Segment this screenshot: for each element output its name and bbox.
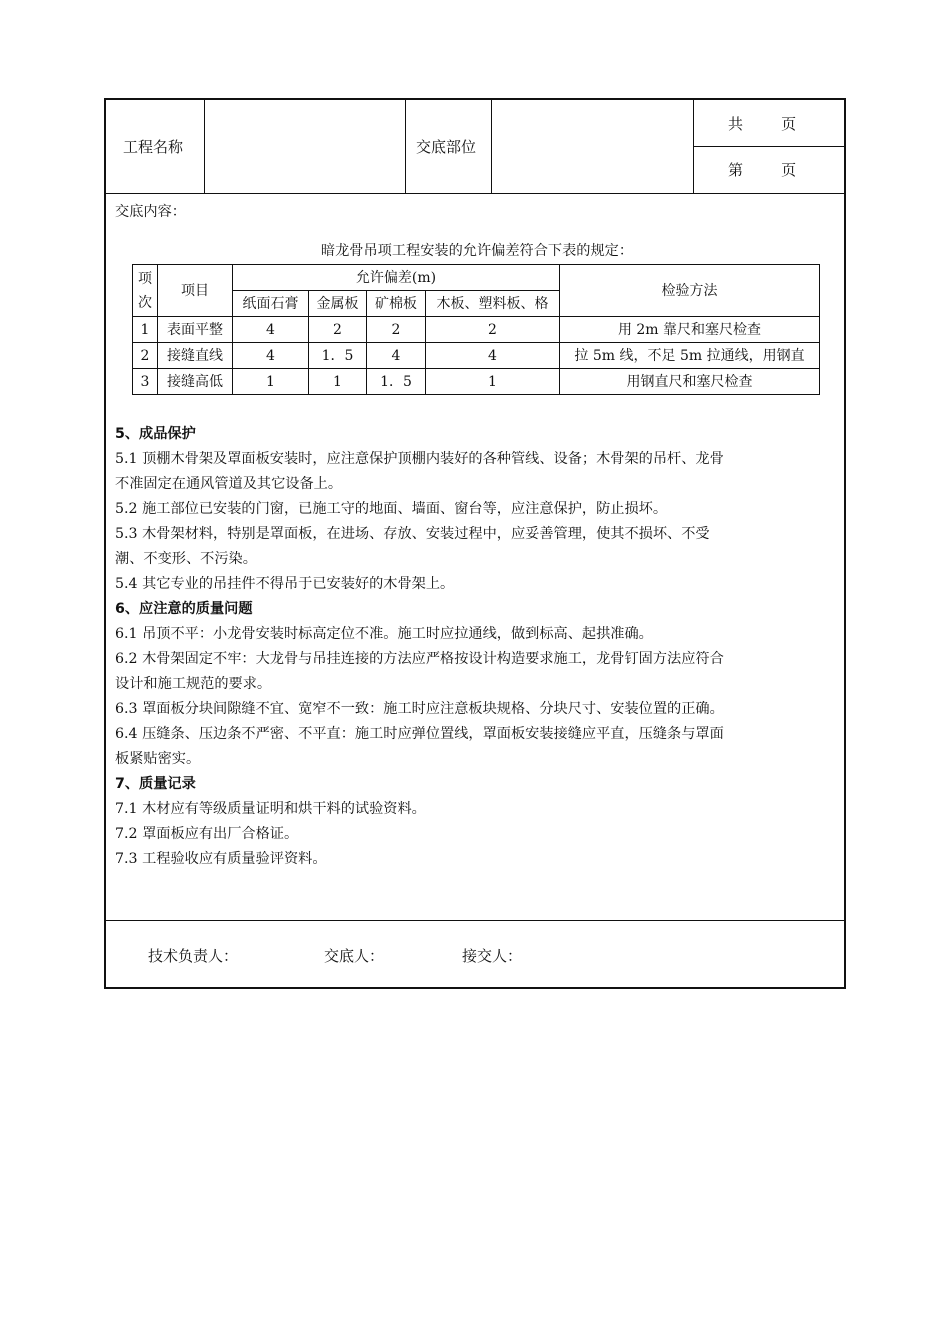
table-row xyxy=(133,317,820,343)
tolerance-table xyxy=(132,264,820,395)
paragraph: 5.3 木骨架材料，特别是罩面板，在进场、存放、安装过程中，应妥善管理，使其不损坏、不受 xyxy=(115,526,710,542)
table-row xyxy=(133,343,820,369)
paragraph: 7.3 工程验收应有质量验评资料。 xyxy=(115,851,327,867)
divider xyxy=(405,100,406,193)
section-5-title: 5、成品保护 xyxy=(115,426,196,442)
row-value: 4 xyxy=(233,317,309,343)
table-header-row xyxy=(133,265,820,291)
row-seq: 3 xyxy=(133,369,158,395)
row-value: 4 xyxy=(233,343,309,369)
project-name-label: 工程名称 xyxy=(123,138,184,156)
row-item: 接缝直线 xyxy=(158,343,233,369)
disclosure-form xyxy=(104,98,846,989)
row-value: 2 xyxy=(426,317,560,343)
divider xyxy=(693,146,844,147)
table-caption: 暗龙骨吊项工程安装的允许偏差符合下表的规定： xyxy=(320,243,634,259)
col-item-header: 项目 xyxy=(158,265,233,317)
location-label: 交底部位 xyxy=(416,138,477,156)
row-value: 2 xyxy=(367,317,426,343)
paragraph: 不准固定在通风管道及其它设备上。 xyxy=(115,476,343,492)
paragraph: 6.1 吊顶不平：小龙骨安装时标高定位不准。施工时应拉通线，做到标高、起拱准确。 xyxy=(115,626,653,642)
section-7-title: 7、质量记录 xyxy=(115,776,196,792)
paragraph: 潮、不变形、不污染。 xyxy=(115,551,257,567)
content-label: 交底内容： xyxy=(115,204,186,220)
subheader-wood-plastic: 木板、塑料板、格 xyxy=(426,291,560,317)
row-value: 4 xyxy=(426,343,560,369)
divider xyxy=(491,100,492,193)
subheader-mineral-wool: 矿棉板 xyxy=(367,291,426,317)
row-value: 1．5 xyxy=(367,369,426,395)
row-value: 2 xyxy=(309,317,367,343)
row-method: 用 2m 靠尺和塞尺检查 xyxy=(560,317,820,343)
row-seq: 2 xyxy=(133,343,158,369)
row-seq: 1 xyxy=(133,317,158,343)
row-value: 1 xyxy=(309,369,367,395)
subheader-metal: 金属板 xyxy=(309,291,367,317)
row-method: 拉 5m 线，不足 5m 拉通线，用钢直 xyxy=(560,343,820,369)
col-tolerance-header: 允许偏差(m) xyxy=(233,265,560,291)
col-method-header: 检验方法 xyxy=(560,265,820,317)
row-value: 1 xyxy=(233,369,309,395)
row-item: 接缝高低 xyxy=(158,369,233,395)
divider xyxy=(106,920,844,921)
row-method: 用钢直尺和塞尺检查 xyxy=(560,369,820,395)
receiver-signature: 接交人： xyxy=(462,947,523,965)
section-6-title: 6、应注意的质量问题 xyxy=(115,601,253,617)
col-seq-label: 项次 xyxy=(138,270,152,311)
divider xyxy=(204,100,205,193)
total-pages-label: 共 页 xyxy=(728,115,797,133)
paragraph: 6.3 罩面板分块间隙缝不宜、宽窄不一致：施工时应注意板块规格、分块尺寸、安装位置的正确。 xyxy=(115,701,724,717)
paragraph: 7.2 罩面板应有出厂合格证。 xyxy=(115,826,299,842)
paragraph: 5.2 施工部位已安装的门窗，已施工守的地面、墙面、窗台等，应注意保护，防止损坏。 xyxy=(115,501,668,517)
paragraph: 6.2 木骨架固定不牢：大龙骨与吊挂连接的方法应严格按设计构造要求施工，龙骨钉固方法应符合 xyxy=(115,651,724,667)
tech-lead-signature: 技术负责人： xyxy=(148,947,239,965)
row-value: 4 xyxy=(367,343,426,369)
paragraph: 6.4 压缝条、压边条不严密、不平直：施工时应弹位置线，罩面板安装接缝应平直，压缝条与罩面 xyxy=(115,726,724,742)
paragraph: 设计和施工规范的要求。 xyxy=(115,676,272,692)
table-row xyxy=(133,369,820,395)
paragraph: 5.1 顶棚木骨架及罩面板安装时，应注意保护顶棚内装好的各种管线、设备；木骨架的吊杆、龙骨 xyxy=(115,451,724,467)
row-value: 1 xyxy=(426,369,560,395)
paragraph: 板紧贴密实。 xyxy=(115,751,201,767)
subheader-gypsum: 纸面石膏 xyxy=(233,291,309,317)
page-number-label: 第 页 xyxy=(728,161,797,179)
col-seq-header xyxy=(133,265,158,317)
paragraph: 7.1 木材应有等级质量证明和烘干料的试验资料。 xyxy=(115,801,426,817)
presenter-signature: 交底人： xyxy=(324,947,385,965)
paragraph: 5.4 其它专业的吊挂件不得吊于已安装好的木骨架上。 xyxy=(115,576,455,592)
row-item: 表面平整 xyxy=(158,317,233,343)
disclosure-content xyxy=(115,200,839,872)
form-header xyxy=(106,100,844,194)
row-value: 1．5 xyxy=(309,343,367,369)
